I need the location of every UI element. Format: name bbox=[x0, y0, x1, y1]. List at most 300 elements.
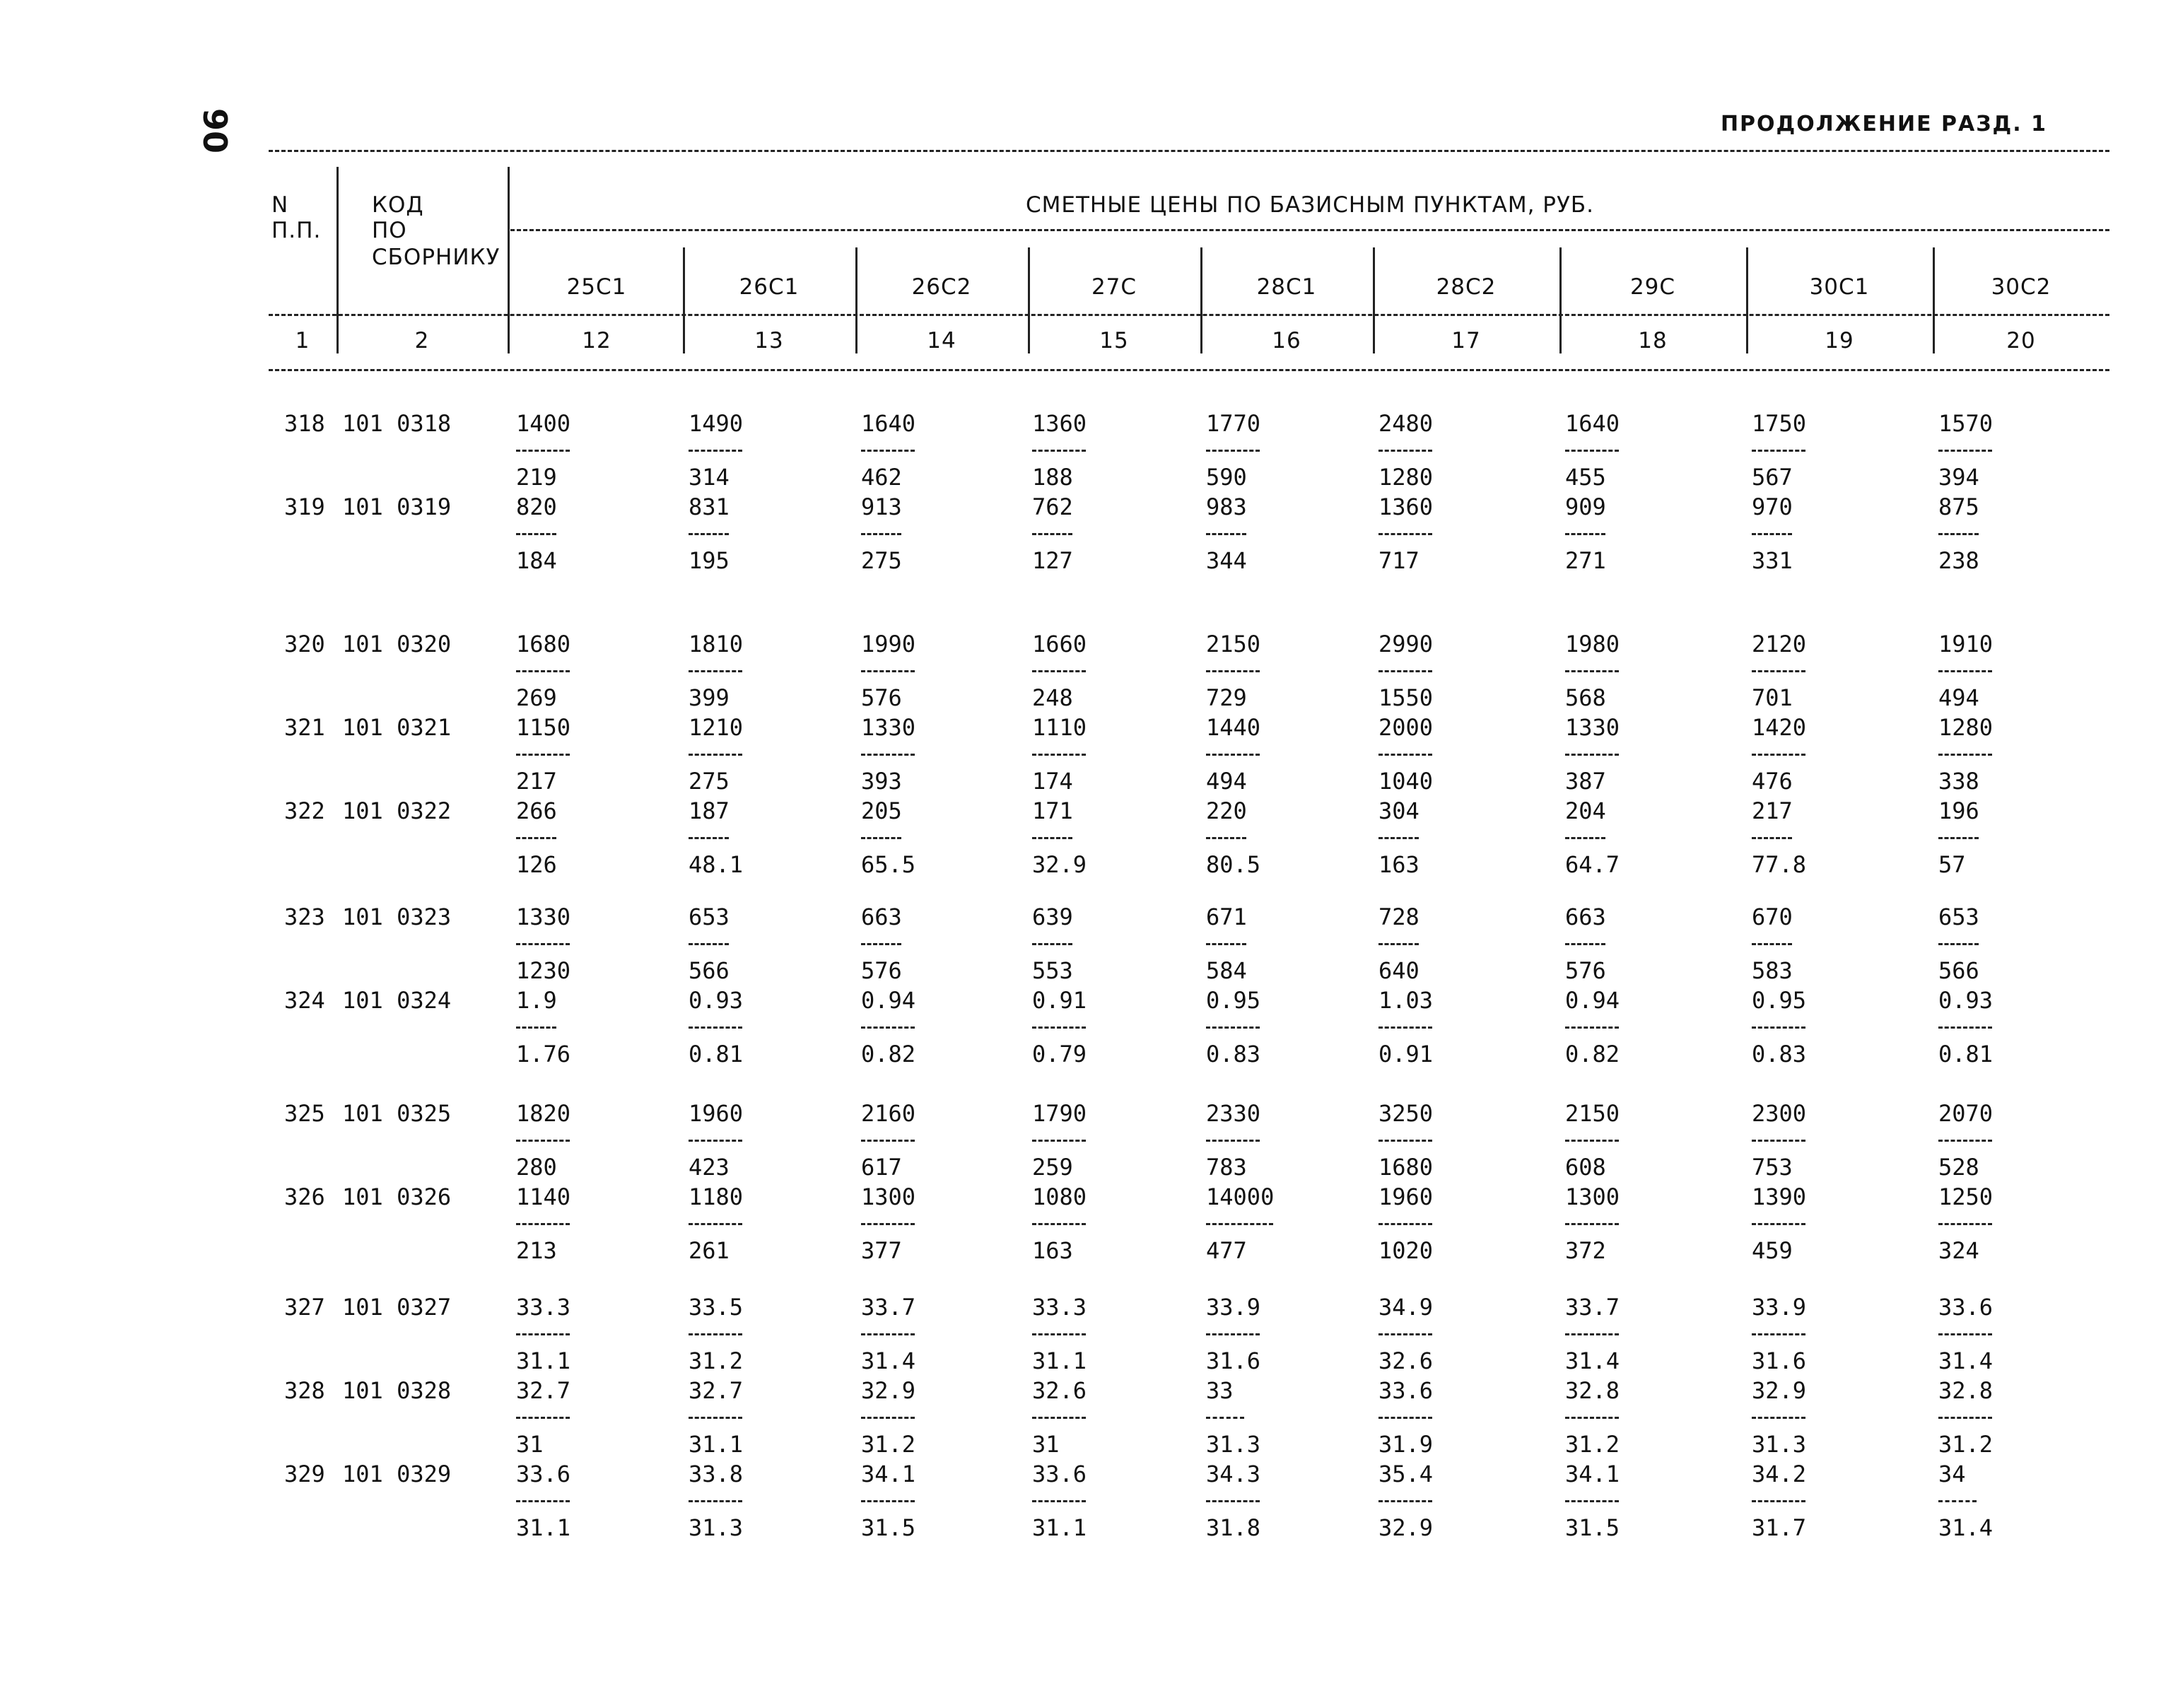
price-numerator: 0.94 bbox=[1565, 987, 1620, 1014]
fraction-rule bbox=[1752, 943, 1792, 945]
price-numerator: 2160 bbox=[861, 1100, 916, 1127]
price-denominator: 31.1 bbox=[1032, 1514, 1087, 1541]
fraction-rule bbox=[1378, 670, 1432, 672]
row-number: 328 bbox=[284, 1377, 325, 1404]
price-denominator: 31.1 bbox=[516, 1347, 571, 1374]
price-denominator: 269 bbox=[516, 684, 557, 711]
price-numerator: 1140 bbox=[516, 1183, 571, 1210]
price-numerator: 187 bbox=[689, 797, 730, 824]
fraction-rule bbox=[1938, 1333, 1992, 1335]
price-denominator: 1230 bbox=[516, 957, 571, 984]
fraction-rule bbox=[861, 1333, 915, 1335]
price-numerator: 1.03 bbox=[1378, 987, 1434, 1014]
price-numerator: 2000 bbox=[1378, 714, 1434, 741]
price-col-header: 25С1 bbox=[566, 274, 627, 300]
price-denominator: 32.6 bbox=[1378, 1347, 1434, 1374]
page-number: 90 bbox=[196, 107, 235, 154]
fraction-rule bbox=[861, 943, 901, 945]
fraction-rule bbox=[1752, 1223, 1805, 1225]
price-denominator: 219 bbox=[516, 464, 557, 491]
fraction-rule bbox=[1565, 943, 1605, 945]
fraction-rule bbox=[1938, 1223, 1992, 1225]
col-code-rule bbox=[269, 314, 2109, 316]
price-numerator: 0.93 bbox=[689, 987, 744, 1014]
price-denominator: 566 bbox=[689, 957, 730, 984]
price-denominator: 640 bbox=[1378, 957, 1419, 984]
price-denominator: 31.4 bbox=[1938, 1514, 1994, 1541]
price-denominator: 32.9 bbox=[1032, 851, 1087, 878]
fraction-rule bbox=[516, 533, 556, 535]
price-numerator: 1420 bbox=[1752, 714, 1807, 741]
fraction-rule bbox=[689, 1417, 742, 1419]
fraction-rule bbox=[1378, 837, 1419, 839]
price-numerator: 1300 bbox=[1565, 1183, 1620, 1210]
price-numerator: 1490 bbox=[689, 410, 744, 437]
price-numerator: 663 bbox=[861, 903, 902, 930]
price-numerator: 33.7 bbox=[861, 1294, 916, 1321]
price-denominator: 1020 bbox=[1378, 1237, 1434, 1264]
price-numerator: 33.3 bbox=[516, 1294, 571, 1321]
fraction-rule bbox=[1378, 1223, 1432, 1225]
row-code: 101 0326 bbox=[342, 1183, 452, 1210]
price-denominator: 31.4 bbox=[861, 1347, 916, 1374]
price-col-header: 27С bbox=[1091, 274, 1137, 300]
fraction-rule bbox=[1938, 1026, 1992, 1029]
price-numerator: 1820 bbox=[516, 1100, 571, 1127]
fraction-rule bbox=[1752, 754, 1805, 756]
price-numerator: 33.9 bbox=[1206, 1294, 1261, 1321]
fraction-rule bbox=[1565, 1026, 1619, 1029]
fraction-rule bbox=[1938, 1140, 1992, 1142]
price-numerator: 831 bbox=[689, 493, 730, 520]
row-code: 101 0328 bbox=[342, 1377, 452, 1404]
price-numerator: 1960 bbox=[1378, 1183, 1434, 1210]
row-number: 319 bbox=[284, 493, 325, 520]
price-numerator: 33.6 bbox=[1378, 1377, 1434, 1404]
group-title-rule bbox=[510, 229, 2109, 231]
fraction-rule bbox=[689, 1026, 742, 1029]
price-denominator: 0.82 bbox=[861, 1041, 916, 1068]
header-top-rule bbox=[269, 150, 2109, 152]
price-denominator: 0.83 bbox=[1206, 1041, 1261, 1068]
price-denominator: 80.5 bbox=[1206, 851, 1261, 878]
fraction-rule bbox=[1938, 754, 1992, 756]
price-denominator: 1.76 bbox=[516, 1041, 571, 1068]
price-denominator: 31.1 bbox=[516, 1514, 571, 1541]
price-numerator: 671 bbox=[1206, 903, 1247, 930]
fraction-rule bbox=[516, 837, 556, 839]
price-numerator: 0.95 bbox=[1752, 987, 1807, 1014]
price-numerator: 2990 bbox=[1378, 631, 1434, 657]
price-denominator: 31.7 bbox=[1752, 1514, 1807, 1541]
column-number: 16 bbox=[1272, 328, 1301, 353]
price-numerator: 217 bbox=[1752, 797, 1793, 824]
fraction-rule bbox=[1565, 754, 1619, 756]
row-code: 101 0320 bbox=[342, 631, 452, 657]
price-numerator: 32.7 bbox=[516, 1377, 571, 1404]
fraction-rule bbox=[1378, 533, 1432, 535]
price-denominator: 31.3 bbox=[1752, 1431, 1807, 1458]
price-numerator: 204 bbox=[1565, 797, 1606, 824]
price-numerator: 1910 bbox=[1938, 631, 1994, 657]
fraction-rule bbox=[1565, 1333, 1619, 1335]
price-numerator: 1330 bbox=[1565, 714, 1620, 741]
price-numerator: 34.1 bbox=[861, 1461, 916, 1487]
row-code: 101 0323 bbox=[342, 903, 452, 930]
price-numerator: 33.6 bbox=[516, 1461, 571, 1487]
price-col-header: 28С2 bbox=[1436, 274, 1497, 300]
price-denominator: 217 bbox=[516, 768, 557, 795]
price-numerator: 2150 bbox=[1206, 631, 1261, 657]
price-numerator: 983 bbox=[1206, 493, 1247, 520]
price-denominator: 568 bbox=[1565, 684, 1606, 711]
fraction-rule bbox=[1032, 533, 1072, 535]
price-denominator: 163 bbox=[1032, 1237, 1073, 1264]
fraction-rule bbox=[516, 1333, 570, 1335]
section-continuation: ПРОДОЛЖЕНИЕ РАЗД. 1 bbox=[1720, 112, 2047, 136]
price-col-header: 26С2 bbox=[911, 274, 972, 300]
fraction-rule bbox=[1032, 943, 1072, 945]
price-numerator: 34.9 bbox=[1378, 1294, 1434, 1321]
price-denominator: 248 bbox=[1032, 684, 1073, 711]
price-denominator: 31.1 bbox=[689, 1431, 744, 1458]
price-denominator: 275 bbox=[861, 547, 902, 574]
price-denominator: 783 bbox=[1206, 1154, 1247, 1181]
fraction-rule bbox=[689, 1223, 742, 1225]
price-denominator: 31.4 bbox=[1565, 1347, 1620, 1374]
price-denominator: 393 bbox=[861, 768, 902, 795]
price-numerator: 1150 bbox=[516, 714, 571, 741]
price-numerator: 1440 bbox=[1206, 714, 1261, 741]
price-numerator: 762 bbox=[1032, 493, 1073, 520]
fraction-rule bbox=[1565, 1417, 1619, 1419]
price-numerator: 1640 bbox=[861, 410, 916, 437]
fraction-rule bbox=[1378, 754, 1432, 756]
fraction-rule bbox=[689, 450, 742, 452]
price-numerator: 33.3 bbox=[1032, 1294, 1087, 1321]
fraction-rule bbox=[1378, 943, 1419, 945]
price-col-header: 30С1 bbox=[1809, 274, 1870, 300]
row-code: 101 0321 bbox=[342, 714, 452, 741]
price-numerator: 2480 bbox=[1378, 410, 1434, 437]
column-number: 20 bbox=[2006, 328, 2036, 353]
fraction-rule bbox=[689, 533, 729, 535]
price-numerator: 1660 bbox=[1032, 631, 1087, 657]
price-denominator: 387 bbox=[1565, 768, 1606, 795]
price-numerator: 1570 bbox=[1938, 410, 1994, 437]
fraction-rule bbox=[516, 754, 570, 756]
fraction-rule bbox=[1032, 1417, 1086, 1419]
price-numerator: 1810 bbox=[689, 631, 744, 657]
fraction-rule bbox=[1378, 450, 1432, 452]
price-denominator: 64.7 bbox=[1565, 851, 1620, 878]
fraction-rule bbox=[1032, 1500, 1086, 1502]
fraction-rule bbox=[1565, 450, 1619, 452]
price-denominator: 261 bbox=[689, 1237, 730, 1264]
fraction-rule bbox=[861, 450, 915, 452]
price-numerator: 639 bbox=[1032, 903, 1073, 930]
price-denominator: 476 bbox=[1752, 768, 1793, 795]
price-numerator: 33.8 bbox=[689, 1461, 744, 1487]
price-denominator: 399 bbox=[689, 684, 730, 711]
price-denominator: 0.91 bbox=[1378, 1041, 1434, 1068]
price-denominator: 576 bbox=[861, 957, 902, 984]
price-denominator: 717 bbox=[1378, 547, 1419, 574]
price-numerator: 653 bbox=[689, 903, 730, 930]
price-denominator: 126 bbox=[516, 851, 557, 878]
price-denominator: 576 bbox=[1565, 957, 1606, 984]
price-numerator: 1210 bbox=[689, 714, 744, 741]
price-numerator: 670 bbox=[1752, 903, 1793, 930]
price-col-header: 26С1 bbox=[739, 274, 800, 300]
row-number: 321 bbox=[284, 714, 325, 741]
fraction-rule bbox=[1938, 533, 1979, 535]
fraction-rule bbox=[516, 450, 570, 452]
fraction-rule bbox=[689, 1140, 742, 1142]
fraction-rule bbox=[1032, 754, 1086, 756]
fraction-rule bbox=[516, 1140, 570, 1142]
fraction-rule bbox=[516, 1417, 570, 1419]
price-denominator: 377 bbox=[861, 1237, 902, 1264]
fraction-rule bbox=[1938, 943, 1979, 945]
fraction-rule bbox=[516, 1500, 570, 1502]
price-numerator: 1640 bbox=[1565, 410, 1620, 437]
group-title: СМЕТНЫЕ ЦЕНЫ ПО БАЗИСНЫМ ПУНКТАМ, РУБ. bbox=[1025, 192, 1595, 218]
divider-code bbox=[508, 167, 510, 353]
price-denominator: 77.8 bbox=[1752, 851, 1807, 878]
fraction-rule bbox=[1565, 1140, 1619, 1142]
column-number: 12 bbox=[582, 328, 611, 353]
fraction-rule bbox=[1565, 837, 1605, 839]
fraction-rule bbox=[516, 1223, 570, 1225]
price-numerator: 1680 bbox=[516, 631, 571, 657]
price-numerator: 205 bbox=[861, 797, 902, 824]
price-col-header: 29С bbox=[1629, 274, 1676, 300]
fraction-rule bbox=[1206, 1223, 1273, 1225]
fraction-rule bbox=[689, 837, 729, 839]
row-number: 327 bbox=[284, 1294, 325, 1321]
fraction-rule bbox=[1565, 670, 1619, 672]
price-denominator: 275 bbox=[689, 768, 730, 795]
price-numerator: 33.7 bbox=[1565, 1294, 1620, 1321]
price-numerator: 32.6 bbox=[1032, 1377, 1087, 1404]
price-numerator: 14000 bbox=[1206, 1183, 1275, 1210]
price-numerator: 1.9 bbox=[516, 987, 557, 1014]
price-denominator: 213 bbox=[516, 1237, 557, 1264]
price-denominator: 494 bbox=[1938, 684, 1979, 711]
price-denominator: 0.79 bbox=[1032, 1041, 1087, 1068]
price-numerator: 33.5 bbox=[689, 1294, 744, 1321]
price-denominator: 31.2 bbox=[861, 1431, 916, 1458]
price-denominator: 455 bbox=[1565, 464, 1606, 491]
col-code-label-3: СБОРНИКУ bbox=[372, 245, 500, 270]
fraction-rule bbox=[861, 1417, 915, 1419]
price-numerator: 33.6 bbox=[1938, 1294, 1994, 1321]
price-numerator: 909 bbox=[1565, 493, 1606, 520]
price-numerator: 1770 bbox=[1206, 410, 1261, 437]
price-numerator: 1300 bbox=[861, 1183, 916, 1210]
fraction-rule bbox=[1752, 1026, 1805, 1029]
price-denominator: 31.6 bbox=[1206, 1347, 1261, 1374]
price-denominator: 567 bbox=[1752, 464, 1793, 491]
price-numerator: 3250 bbox=[1378, 1100, 1434, 1127]
price-numerator: 1280 bbox=[1938, 714, 1994, 741]
fraction-rule bbox=[1206, 943, 1246, 945]
price-numerator: 220 bbox=[1206, 797, 1247, 824]
price-denominator: 584 bbox=[1206, 957, 1247, 984]
price-numerator: 2150 bbox=[1565, 1100, 1620, 1127]
price-denominator: 477 bbox=[1206, 1237, 1247, 1264]
price-denominator: 1680 bbox=[1378, 1154, 1434, 1181]
price-col-header: 28С1 bbox=[1256, 274, 1317, 300]
column-number: 19 bbox=[1825, 328, 1854, 353]
fraction-rule bbox=[1032, 670, 1086, 672]
price-numerator: 196 bbox=[1938, 797, 1979, 824]
price-denominator: 0.83 bbox=[1752, 1041, 1807, 1068]
column-number: 1 bbox=[295, 328, 310, 353]
fraction-rule bbox=[1206, 450, 1260, 452]
price-numerator: 1250 bbox=[1938, 1183, 1994, 1210]
price-numerator: 33.6 bbox=[1032, 1461, 1087, 1487]
price-denominator: 259 bbox=[1032, 1154, 1073, 1181]
price-denominator: 608 bbox=[1565, 1154, 1606, 1181]
price-numerator: 34.2 bbox=[1752, 1461, 1807, 1487]
price-numerator: 33.9 bbox=[1752, 1294, 1807, 1321]
price-numerator: 171 bbox=[1032, 797, 1073, 824]
fraction-rule bbox=[1032, 1223, 1086, 1225]
fraction-rule bbox=[1032, 837, 1072, 839]
column-number: 2 bbox=[414, 328, 430, 353]
price-denominator: 494 bbox=[1206, 768, 1247, 795]
price-denominator: 394 bbox=[1938, 464, 1979, 491]
fraction-rule bbox=[1378, 1417, 1432, 1419]
price-numerator: 1360 bbox=[1378, 493, 1434, 520]
column-number: 14 bbox=[927, 328, 956, 353]
price-denominator: 31.1 bbox=[1032, 1347, 1087, 1374]
fraction-rule bbox=[1032, 1333, 1086, 1335]
fraction-rule bbox=[689, 754, 742, 756]
row-code: 101 0319 bbox=[342, 493, 452, 520]
fraction-rule bbox=[861, 1140, 915, 1142]
fraction-rule bbox=[861, 670, 915, 672]
price-numerator: 728 bbox=[1378, 903, 1419, 930]
row-number: 318 bbox=[284, 410, 325, 437]
price-numerator: 1990 bbox=[861, 631, 916, 657]
col-code-label-2: ПО bbox=[372, 218, 407, 243]
price-numerator: 32.8 bbox=[1565, 1377, 1620, 1404]
header-bottom-rule bbox=[269, 369, 2109, 371]
row-number: 324 bbox=[284, 987, 325, 1014]
fraction-rule bbox=[861, 837, 901, 839]
column-number: 18 bbox=[1638, 328, 1668, 353]
price-denominator: 127 bbox=[1032, 547, 1073, 574]
price-numerator: 2120 bbox=[1752, 631, 1807, 657]
price-denominator: 174 bbox=[1032, 768, 1073, 795]
divider-n bbox=[336, 167, 339, 353]
price-denominator: 31 bbox=[516, 1431, 544, 1458]
price-numerator: 34.3 bbox=[1206, 1461, 1261, 1487]
price-numerator: 1390 bbox=[1752, 1183, 1807, 1210]
price-denominator: 48.1 bbox=[689, 851, 744, 878]
price-numerator: 34.1 bbox=[1565, 1461, 1620, 1487]
fraction-rule bbox=[1752, 1333, 1805, 1335]
price-denominator: 344 bbox=[1206, 547, 1247, 574]
price-denominator: 528 bbox=[1938, 1154, 1979, 1181]
price-denominator: 57 bbox=[1938, 851, 1966, 878]
row-number: 326 bbox=[284, 1183, 325, 1210]
fraction-rule bbox=[1206, 837, 1246, 839]
price-denominator: 338 bbox=[1938, 768, 1979, 795]
row-code: 101 0325 bbox=[342, 1100, 452, 1127]
price-numerator: 32.9 bbox=[861, 1377, 916, 1404]
price-numerator: 304 bbox=[1378, 797, 1419, 824]
price-numerator: 32.8 bbox=[1938, 1377, 1994, 1404]
price-denominator: 184 bbox=[516, 547, 557, 574]
price-denominator: 1040 bbox=[1378, 768, 1434, 795]
fraction-rule bbox=[1206, 670, 1260, 672]
fraction-rule bbox=[1938, 670, 1992, 672]
price-numerator: 1980 bbox=[1565, 631, 1620, 657]
price-numerator: 1110 bbox=[1032, 714, 1087, 741]
price-denominator: 314 bbox=[689, 464, 730, 491]
price-denominator: 31.2 bbox=[1938, 1431, 1994, 1458]
price-numerator: 0.95 bbox=[1206, 987, 1261, 1014]
price-numerator: 1360 bbox=[1032, 410, 1087, 437]
price-denominator: 617 bbox=[861, 1154, 902, 1181]
fraction-rule bbox=[1206, 533, 1246, 535]
price-denominator: 753 bbox=[1752, 1154, 1793, 1181]
column-number: 17 bbox=[1451, 328, 1481, 353]
row-code: 101 0318 bbox=[342, 410, 452, 437]
fraction-rule bbox=[1938, 450, 1992, 452]
price-denominator: 462 bbox=[861, 464, 902, 491]
fraction-rule bbox=[1378, 1026, 1432, 1029]
fraction-rule bbox=[1752, 837, 1792, 839]
price-denominator: 31.9 bbox=[1378, 1431, 1434, 1458]
price-numerator: 653 bbox=[1938, 903, 1979, 930]
fraction-rule bbox=[1032, 1140, 1086, 1142]
fraction-rule bbox=[861, 1026, 915, 1029]
fraction-rule bbox=[1032, 1026, 1086, 1029]
price-denominator: 31.8 bbox=[1206, 1514, 1261, 1541]
price-denominator: 31.2 bbox=[1565, 1431, 1620, 1458]
column-number: 13 bbox=[754, 328, 784, 353]
price-numerator: 1400 bbox=[516, 410, 571, 437]
fraction-rule bbox=[1206, 1026, 1260, 1029]
column-number: 15 bbox=[1099, 328, 1129, 353]
price-denominator: 65.5 bbox=[861, 851, 916, 878]
price-numerator: 1330 bbox=[516, 903, 571, 930]
row-code: 101 0324 bbox=[342, 987, 452, 1014]
fraction-rule bbox=[1565, 1500, 1619, 1502]
fraction-rule bbox=[516, 1026, 556, 1029]
price-numerator: 1960 bbox=[689, 1100, 744, 1127]
price-denominator: 590 bbox=[1206, 464, 1247, 491]
col-n-label: N bbox=[271, 192, 289, 218]
fraction-rule bbox=[1206, 1333, 1260, 1335]
fraction-rule bbox=[1752, 1500, 1805, 1502]
fraction-rule bbox=[689, 943, 729, 945]
price-denominator: 31.5 bbox=[1565, 1514, 1620, 1541]
price-numerator: 0.91 bbox=[1032, 987, 1087, 1014]
fraction-rule bbox=[861, 754, 915, 756]
price-col-header: 30С2 bbox=[1991, 274, 2051, 300]
fraction-rule bbox=[516, 943, 570, 945]
fraction-rule bbox=[861, 1500, 915, 1502]
fraction-rule bbox=[1752, 533, 1792, 535]
price-numerator: 35.4 bbox=[1378, 1461, 1434, 1487]
price-denominator: 324 bbox=[1938, 1237, 1979, 1264]
